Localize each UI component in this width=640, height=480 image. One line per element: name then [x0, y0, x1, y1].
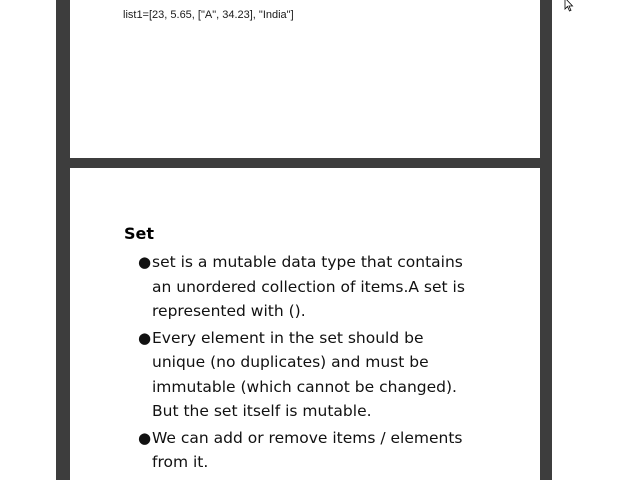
bullet-line: But the set itself is mutable. [152, 402, 372, 420]
bullet-line: an unordered collection of items.A set is [152, 277, 465, 296]
bullet-line: immutable (which cannot be changed). [152, 377, 457, 396]
slide-page-set [70, 168, 540, 480]
bullet-dot-icon: ● [138, 428, 152, 447]
bullet-line: Every element in the set should be [152, 328, 424, 347]
bullet-line: We can add or remove items / elements [152, 428, 463, 447]
bullet-dot-icon: ● [138, 253, 152, 271]
section-heading: Set [124, 224, 155, 243]
bullet-line: unique (no duplicates) and must be [152, 353, 429, 371]
bullet-item [138, 326, 488, 424]
example-intro-text [123, 0, 234, 1]
mouse-pointer-icon [564, 0, 576, 12]
bullet-dot-icon: ● [138, 328, 152, 347]
bullet-line: represented with (). [152, 302, 306, 320]
bullet-list [138, 250, 488, 477]
code-example-text: list1=[23, 5.65, ["A", 34.23], "India"] [123, 9, 294, 21]
bullet-line: set is a mutable data type that contains [152, 253, 463, 271]
bullet-item [138, 426, 488, 475]
bullet-line: from it. [152, 453, 209, 471]
bullet-item [138, 250, 488, 324]
slide-page-previous [70, 0, 540, 158]
